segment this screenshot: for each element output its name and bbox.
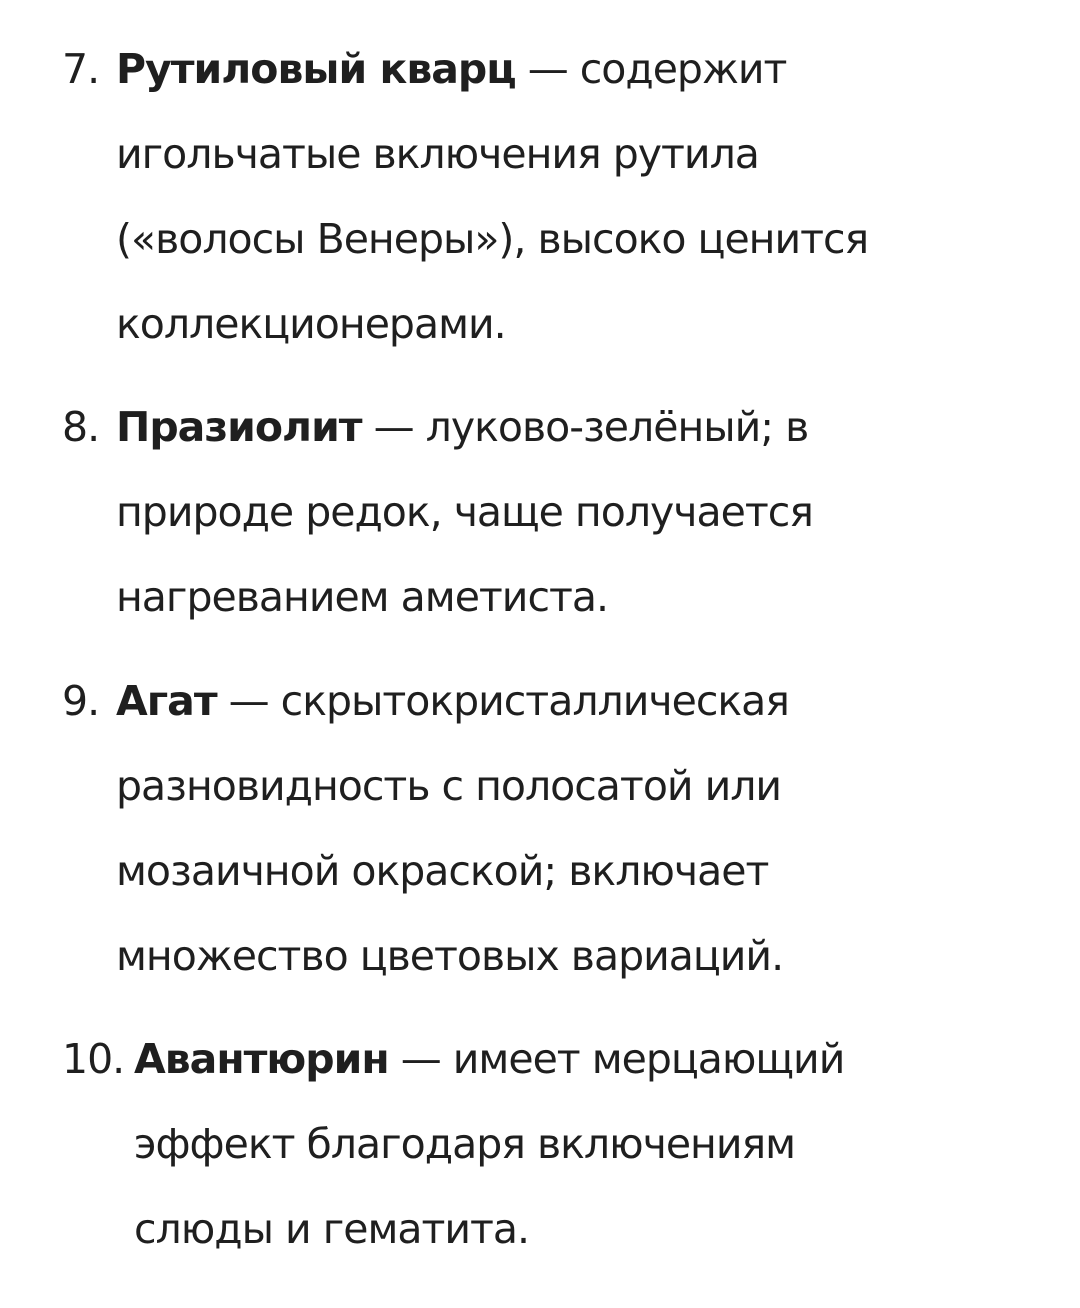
item-description-start: — содержит (515, 45, 787, 93)
item-description-start: — луково-зелёный; в (361, 403, 809, 451)
item-description-line: слюды и гематита. (134, 1205, 530, 1253)
item-number: 9. (62, 677, 100, 725)
item-term: Празиолит (116, 403, 362, 451)
item-description-line: эффект благодаря включениям (134, 1120, 796, 1168)
item-first-line (116, 27, 1016, 112)
item-description-line: разновидность с полосатой или (116, 762, 782, 810)
item-number: 8. (62, 403, 100, 451)
item-text (116, 27, 1016, 367)
item-text (116, 385, 1016, 640)
item-description-line: мозаичной окраской; включает (116, 847, 769, 895)
item-term: Рутиловый кварц (116, 45, 516, 93)
item-description-line: коллекционерами. (116, 300, 506, 348)
item-text (116, 659, 1016, 999)
item-first-line (116, 385, 1016, 470)
item-term: Авантюрин (134, 1035, 389, 1083)
item-description-line: природе редок, чаще получается (116, 488, 813, 536)
item-first-line (116, 659, 1016, 744)
item-term: Агат (116, 677, 217, 725)
item-description-line: («волосы Венеры»), высоко ценится (116, 215, 869, 263)
item-description-start: — имеет мерцающий (388, 1035, 845, 1083)
item-first-line (134, 1017, 1014, 1102)
item-description-line: игольчатые включения рутила (116, 130, 759, 178)
item-description-line: нагреванием аметиста. (116, 573, 609, 621)
item-number: 10. (62, 1035, 125, 1083)
item-description-start: — скрытокристаллическая (216, 677, 789, 725)
item-description-line: множество цветовых вариаций. (116, 932, 784, 980)
item-text (134, 1017, 1014, 1272)
item-number: 7. (62, 45, 100, 93)
